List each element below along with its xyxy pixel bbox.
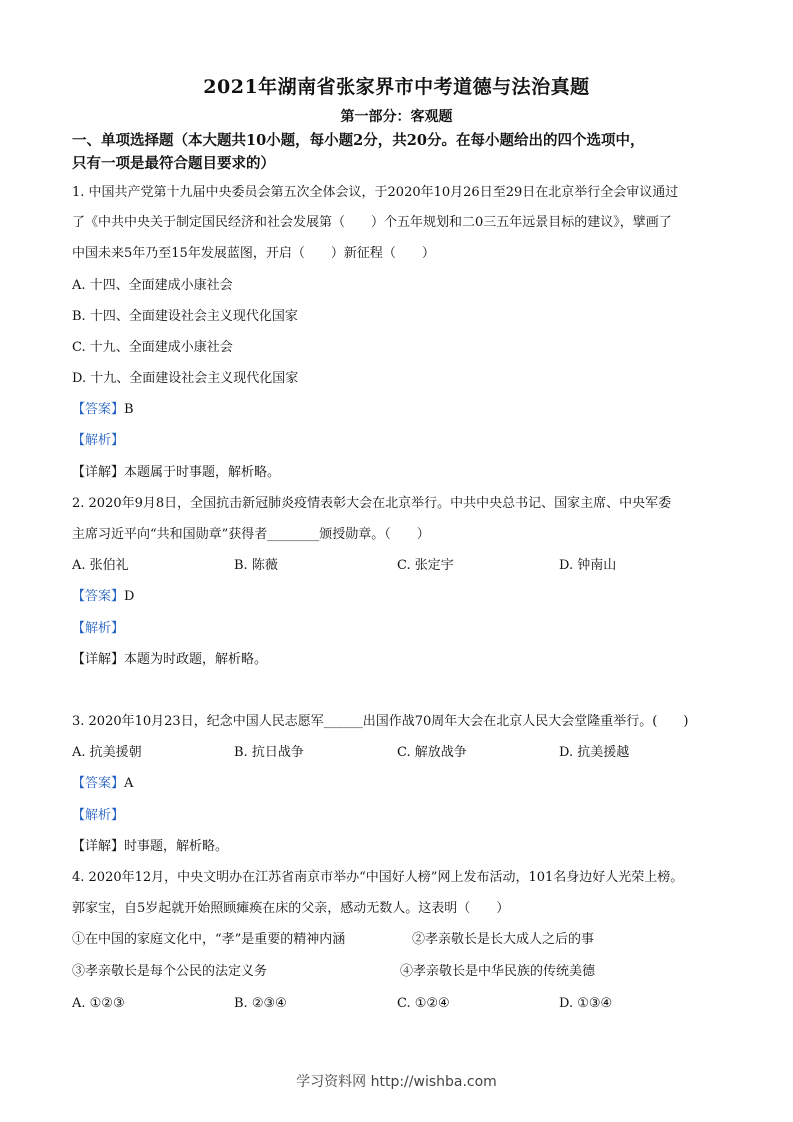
q2-stem-line-2: 主席习近平向“共和国勋章”获得者________颁授勋章。（ ） [72,527,430,542]
detail-tag: 【详解】 [72,465,125,480]
answer-value: D [124,589,135,604]
q2-option-a: A. 张伯礼 [72,558,129,573]
page-title: 2021年湖南省张家界市中考道德与法治真题 [203,76,590,98]
answer-value: A [124,776,134,791]
q4-stem-line-1: 4. 2020年12月，中央文明办在江苏省南京市举办“中国好人榜”网上发布活动，101名身边好人光荣上榜。 [72,870,684,885]
q1-analysis [72,431,732,451]
q3-answer [72,774,732,794]
q2-option-b: B. 陈薇 [234,558,278,573]
q4-option-d: D. ①③④ [559,996,613,1011]
section-heading [72,129,732,175]
answer-tag: 【答案】 [72,776,125,791]
analysis-tag: 【解析】 [72,621,125,636]
q2-answer [72,587,732,607]
q3-option-b: B. 抗日战争 [234,745,304,760]
q2-detail [72,650,732,670]
answer-value: B [124,402,134,417]
answer-tag: 【答案】 [72,402,125,417]
q3-option-a: A. 抗美援朝 [72,745,142,760]
footer-watermark: 学习资料网 http://wishba.com [296,1074,497,1090]
q4-statement-1: ①在中国的家庭文化中，“孝”是重要的精神内涵 [72,932,346,947]
answer-tag: 【答案】 [72,589,125,604]
q1-option-a: A. 十四、全面建成小康社会 [72,278,233,293]
q3-analysis [72,806,732,826]
detail-tag: 【详解】 [72,839,125,854]
q4-statement-4: ④孝亲敬长是中华民族的传统美德 [400,964,596,979]
q3-option-c: C. 解放战争 [397,745,467,760]
q2-option-c: C. 张定宇 [397,558,454,573]
q4-option-a: A. ①②③ [72,996,125,1011]
q1-option-d: D. 十九、全面建设社会主义现代化国家 [72,371,299,386]
q1-option-c: C. 十九、全面建成小康社会 [72,340,233,355]
q3-detail [72,837,732,857]
detail-tag: 【详解】 [72,652,125,667]
q2-analysis [72,619,732,639]
section-heading-line-2: 只有一项是最符合题目要求的） [72,155,275,172]
detail-text: 本题为时政题，解析略。 [124,652,268,667]
q3-option-d: D. 抗美援越 [559,745,630,760]
q1-answer [72,400,732,420]
q4-stem-line-2: 郭家宝，自5岁起就开始照顾瘫痪在床的父亲，感动无数人。这表明（ ） [72,901,510,916]
q1-option-b: B. 十四、全面建设社会主义现代化国家 [72,309,298,324]
section-heading-line-1: 一、单项选择题（本大题共10小题，每小题2分，共20分。在每小题给出的四个选项中， [72,132,645,149]
q1-stem-line-3: 中国未来5年乃至15年发展蓝图，开启（ ）新征程（ ） [72,246,435,261]
q4-option-b: B. ②③④ [234,996,287,1011]
q4-option-c: C. ①②④ [397,996,450,1011]
part-heading: 第一部分：客观题 [340,109,453,125]
analysis-tag: 【解析】 [72,433,125,448]
q4-statement-2: ②孝亲敬长是长大成人之后的事 [412,932,595,947]
analysis-tag: 【解析】 [72,808,125,823]
q1-detail [72,463,732,483]
q1-stem-line-1: 1. 中国共产党第十九届中央委员会第五次全体会议，于2020年10月26日至29日在北京举行全会审议通过 [72,185,679,200]
detail-text: 本题属于时事题，解析略。 [124,465,281,480]
q2-stem-line-1: 2. 2020年9月8日，全国抗击新冠肺炎疫情表彰大会在北京举行。中共中央总书记、国家主席、中央军委 [72,496,672,511]
q2-option-d: D. 钟南山 [559,558,617,573]
q4-statement-3: ③孝亲敬长是每个公民的法定义务 [72,964,268,979]
detail-text: 时事题，解析略。 [124,839,229,854]
q1-stem-line-2: 了《中共中央关于制定国民经济和社会发展第（ ）个五年规划和二0三五年远景目标的建议》，擘画了 [72,215,672,230]
q3-stem-line-1: 3. 2020年10月23日，纪念中国人民志愿军______出国作战70周年大会在北京人民大会堂隆重举行。( ) [72,714,689,729]
